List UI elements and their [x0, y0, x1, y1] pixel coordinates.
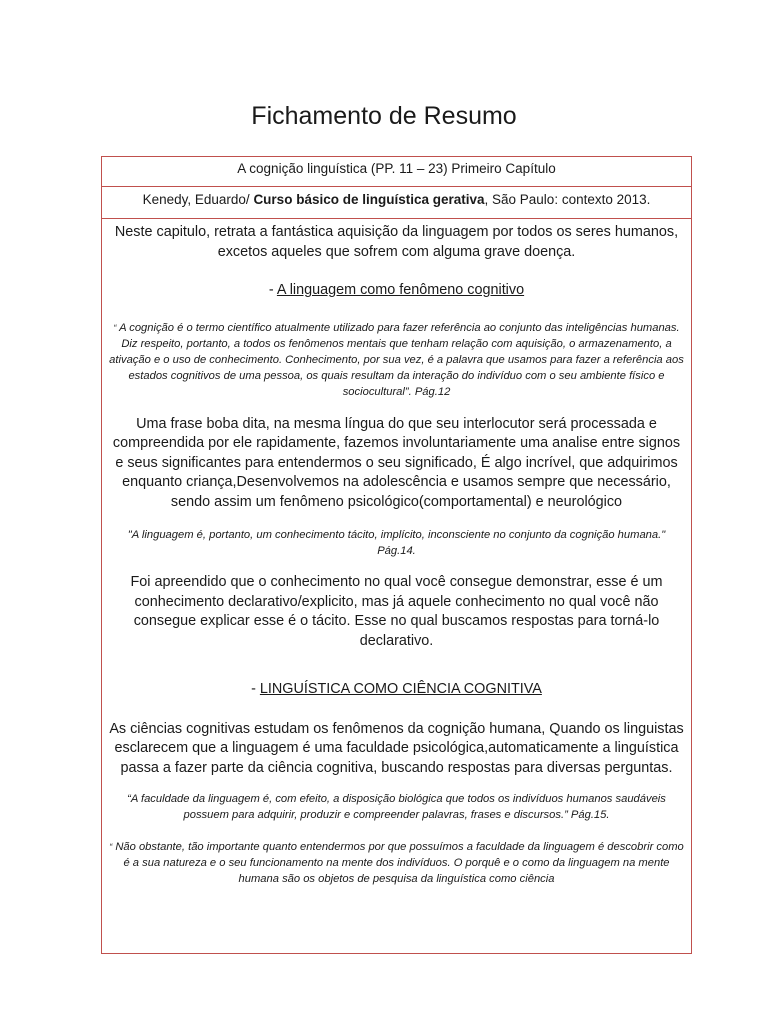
chapter-row — [102, 157, 691, 187]
quote-text-1: A cognição é o termo científico atualmente utilizado para fazer referência ao conjunto das inteligências humanas. Diz respeito, portanto, a todos os fenômenos mentais que tenham relação com aquisição, o armazenamento, a ativação e o uso de conhecimento. Conhecimento, por sua vez, é a palavra que usamos para fazer a referência aos estados cognitivos de uma pessoa, os quais resultam da interação do indivíduo com o seu ambiente físico e sociocultural”. Pág.12 — [109, 321, 684, 398]
reference-row — [102, 187, 691, 219]
intro-paragraph: Neste capitulo, retrata a fantástica aquisição da linguagem por todos os seres humanos, excetos aqueles que sofrem com alguma grave doença. — [114, 224, 679, 260]
section-title-linguistics: LINGUÍSTICA COMO CIÊNCIA COGNITIVA — [259, 681, 542, 697]
paragraph-3: As ciências cognitivas estudam os fenômenos da cognição humana, Quando os linguistas esclarecem que a linguagem é uma faculdade psicológica,automaticamente a linguística passa a fazer parte da ciência cognitiva, buscando respostas para diversas perguntas. — [109, 720, 684, 776]
chapter-text: A cognição linguística (PP. 11 – 23) Primeiro Capítulo — [237, 161, 556, 176]
reference-publisher: , São Paulo: contexto 2013. — [484, 192, 651, 207]
summary-table — [101, 156, 692, 954]
quote-mark: “ — [113, 322, 117, 333]
quote-text-4: Não obstante, tão importante quanto entendermos por que possuímos a faculdade da linguagem é descobrir como é a sua natureza e o seu funcionamento na mente dos indivíduos. O porquê e o como da linguagem na mente humana são os objetos de pesquisa da linguística como ciência — [112, 841, 684, 885]
quote-block-3: “A faculdade da linguagem é, com efeito, a disposição biológica que todos os indivíduos humanos saudáveis possuem para adquirir, produzir e compreender palavras, frases e discursos.” Pág.15. — [127, 793, 666, 821]
section-title-cognitive: A linguagem como fenômeno cognitivo — [276, 282, 525, 298]
quote-block-2: "A linguagem é, portanto, um conhecimento tácito, implícito, inconsciente no conjunto da cognição humana." Pág.14. — [127, 529, 666, 557]
section-heading-cognitive: - A linguagem como fenômeno cognitivo — [268, 282, 525, 298]
paragraph-1: Uma frase boba dita, na mesma língua do que seu interlocutor será processada e compreendida por ele rapidamente, fazemos involuntariamente uma analise entre signos e seus significantes para entendermos o seu significado, É algo incrível, que adquirimos enquanto criança,Desenvolvemos na adolescência e usamos sempre que necessário, sendo assim um fenômeno psicológico(comportamental) e neurológico — [112, 415, 681, 510]
page-title: Fichamento de Resumo — [251, 102, 517, 130]
quote-block-1 — [108, 320, 685, 400]
section-heading-linguistics: - LINGUÍSTICA COMO CIÊNCIA COGNITIVA — [251, 681, 542, 697]
quote-mark: “ — [109, 842, 113, 852]
paragraph-2: Foi apreendido que o conhecimento no qual você consegue demonstrar, esse é um conhecimento declarativo/explicito, mas já aquele conhecimento no qual você não consegue explicar esse é o tácito. Esse no qual buscamos respostas para torná-lo declarativo. — [130, 574, 663, 649]
quote-block-4 — [108, 839, 685, 887]
summary-body — [102, 219, 691, 887]
reference-book-title: Curso básico de linguística gerativa — [253, 192, 485, 207]
reference-author: Kenedy, Eduardo/ — [142, 192, 254, 207]
